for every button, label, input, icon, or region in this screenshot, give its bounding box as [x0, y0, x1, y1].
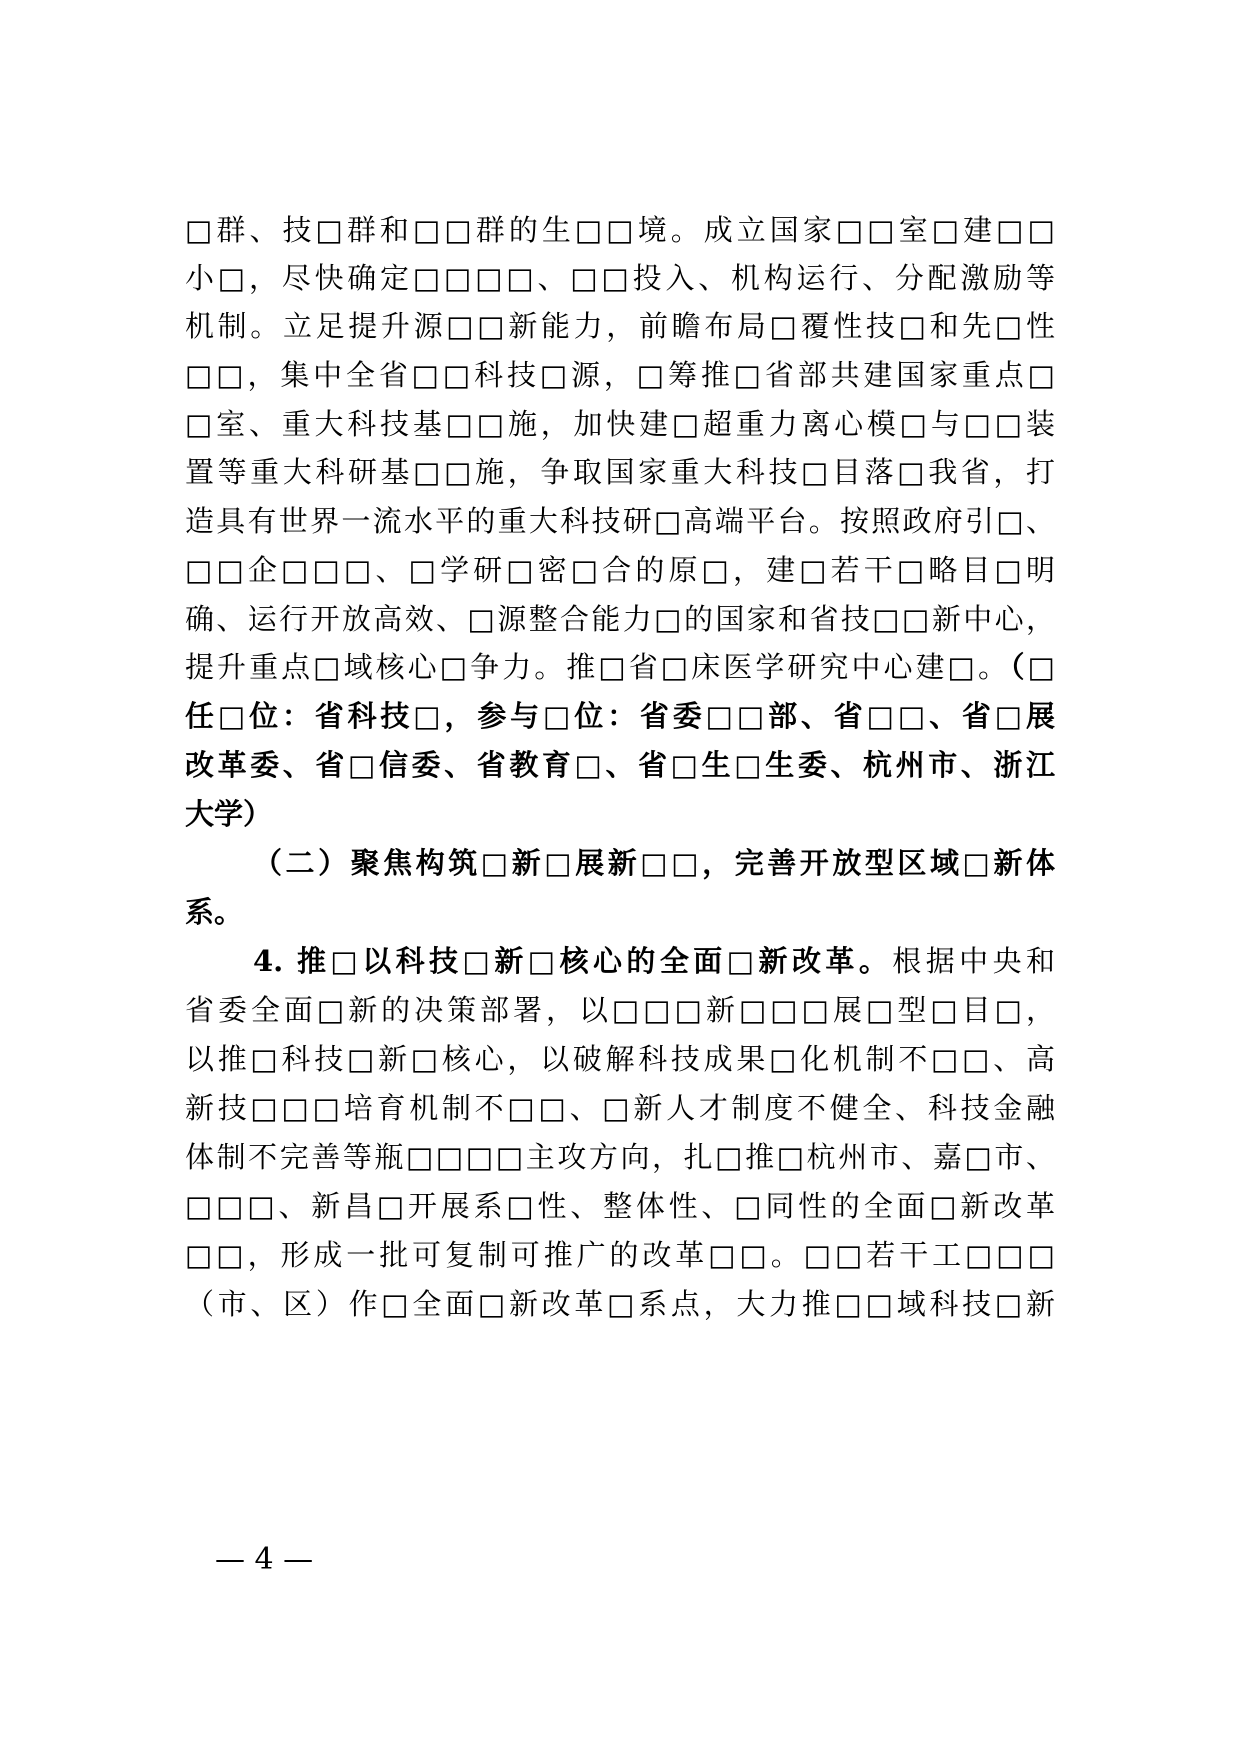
item-4-number: 4. — [253, 944, 284, 978]
item-4-first-line-rest: 根据中央和 — [892, 944, 1055, 978]
body-line-8: □□企□□□、□学研□密□合的原□，建□若干□略目□明 — [185, 553, 1055, 587]
body-line-9: 确、运行开放高效、□源整合能力□的国家和省技□□新中心， — [185, 602, 1055, 636]
responsibility-open: （□ — [1010, 650, 1055, 684]
item-4-title: 推□以科技□新□核心的全面□新改革。 — [296, 944, 893, 978]
item-4-line-6: □□，形成一批可复制可推广的改革□□。□□若干工□□□ — [185, 1238, 1055, 1272]
body-line-6: 置等重大科研基□□施，争取国家重大科技□目落□我省，打 — [185, 455, 1055, 489]
body-line-4: □□，集中全省□□科技□源，□筹推□省部共建国家重点□ — [185, 358, 1055, 392]
body-line-2: 小□，尽快确定□□□□、□□投入、机构运行、分配激励等 — [185, 261, 1055, 295]
body-line-5: □室、重大科技基□□施，加快建□超重力离心模□与□□装 — [185, 407, 1055, 441]
section-heading-line-1: （二）聚焦构筑□新□展新□□，完善开放型区域□新体 — [253, 846, 1055, 880]
item-4-line-7: （市、区）作□全面□新改革□系点，大力推□□域科技□新 — [185, 1287, 1055, 1321]
page-number: — 4 — — [215, 1542, 314, 1577]
responsibility-line-1: 任□位：省科技□，参与□位：省委□□部、省□□、省□展 — [185, 699, 1055, 733]
responsibility-line-3: 大学） — [185, 797, 273, 831]
body-line-1: □群、技□群和□□群的生□□境。成立国家□□室□建□□ — [185, 213, 1055, 247]
item-4-line-1: 省委全面□新的决策部署，以□□□新□□□展□型□目□， — [185, 993, 1055, 1027]
item-4-line-4: 体制不完善等瓶□□□□主攻方向，扎□推□杭州市、嘉□市、 — [185, 1140, 1055, 1174]
responsibility-line-2: 改革委、省□信委、省教育□、省□生□生委、杭州市、浙江 — [185, 748, 1055, 782]
body-line-10-text: 提升重点□域核心□争力。推□省□床医学研究中心建□。 — [185, 650, 1011, 684]
item-4-line-2: 以推□科技□新□核心，以破解科技成果□化机制不□□、高 — [185, 1042, 1055, 1076]
item-4-line-5: □□□、新昌□开展系□性、整体性、□同性的全面□新改革 — [185, 1189, 1055, 1223]
body-line-7: 造具有世界一流水平的重大科技研□高端平台。按照政府引□、 — [185, 504, 1055, 538]
item-4-line-3: 新技□□□培育机制不□□、□新人才制度不健全、科技金融 — [185, 1091, 1055, 1125]
body-line-3: 机制。立足提升源□□新能力，前瞻布局□覆性技□和先□性 — [185, 309, 1055, 343]
section-heading-line-2: 系。 — [185, 895, 244, 929]
